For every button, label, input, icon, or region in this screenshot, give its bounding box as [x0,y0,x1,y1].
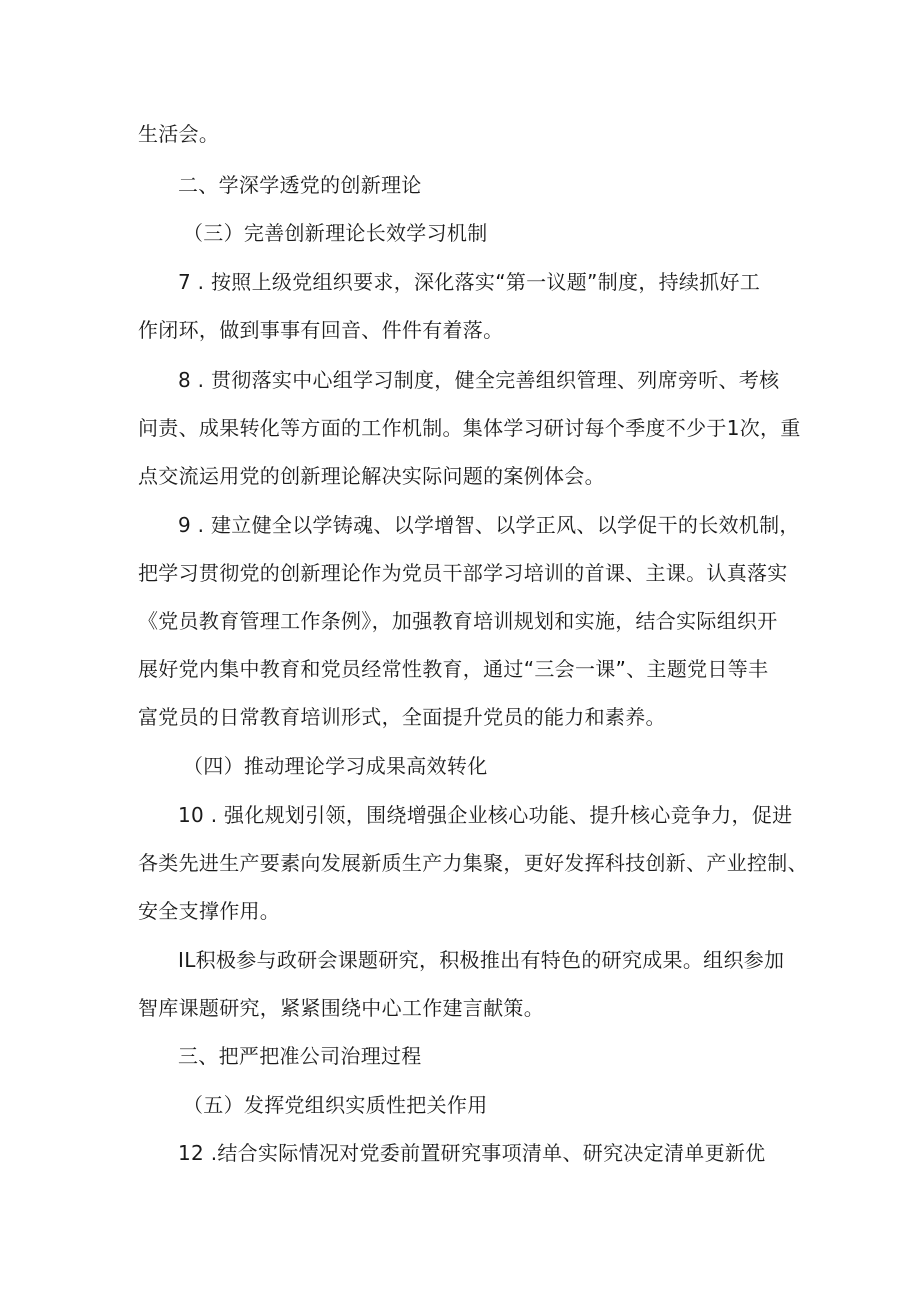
section-heading: 三、把严把准公司治理过程 [178,1044,422,1068]
subsection-heading: （五）发挥党组织实质性把关作用 [183,1093,488,1117]
text-line: 把学习贯彻党的创新理论作为党员干部学习培训的首课、主课。认真落实 [138,561,788,585]
text-line: IL积极参与政研会课题研究，积极推出有特色的研究成果。组织参加 [178,948,785,972]
text-line: 12 .结合实际情况对党委前置研究事项清单、研究决定清单更新优 [178,1141,766,1165]
subsection-heading: （三）完善创新理论长效学习机制 [183,221,488,245]
text-line: 7 . 按照上级党组织要求，深化落实“第一议题”制度，持续抓好工 [178,270,761,294]
text-line: 展好党内集中教育和党员经常性教育，通过“三会一课”、主题党日等丰 [138,657,769,681]
text-line: 10 . 强化规划引领，围绕增强企业核心功能、提升核心竞争力，促进 [178,803,793,827]
subsection-heading: （四）推动理论学习成果高效转化 [183,754,488,778]
text-line: 问责、成果转化等方面的工作机制。集体学习研讨每个季度不少于1次，重 [138,416,801,440]
text-line: 点交流运用党的创新理论解决实际问题的案例体会。 [138,464,605,488]
text-line: 作闭环，做到事事有回音、件件有着落。 [138,318,504,342]
text-line: 各类先进生产要素向发展新质生产力集聚，更好发挥科技创新、产业控制、 [138,851,808,875]
text-line: 8 . 贯彻落实中心组学习制度，健全完善组织管理、列席旁听、考核 [178,368,780,392]
text-line: 智库课题研究，紧紧围绕中心工作建言献策。 [138,996,544,1020]
text-line: 富党员的日常教育培训形式，全面提升党员的能力和素养。 [138,705,666,729]
text-line: 生活会。 [138,122,220,146]
section-heading: 二、学深学透党的创新理论 [178,173,422,197]
text-line: 《党员教育管理工作条例》，加强教育培训规划和实施，结合实际组织开 [138,609,778,633]
text-line: 安全支撑作用。 [138,899,281,923]
text-line: 9 . 建立健全以学铸魂、以学增智、以学正风、以学促干的长效机制， [178,513,800,537]
